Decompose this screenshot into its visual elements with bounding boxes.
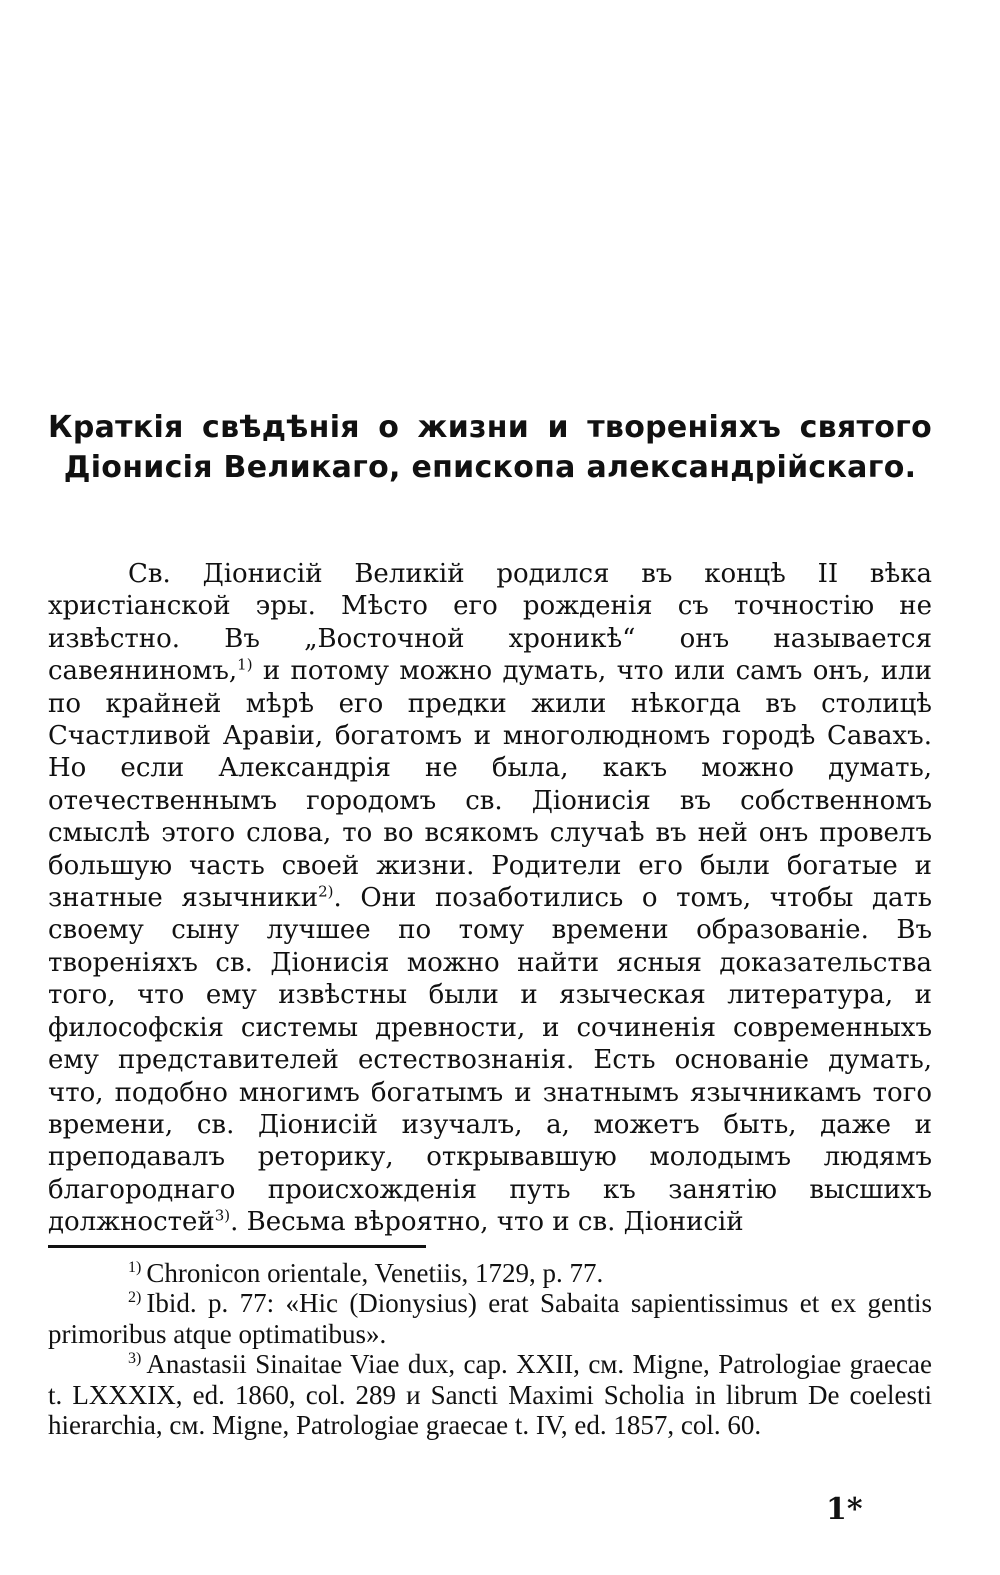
footnote-mark: 1) [128,1259,142,1276]
footnote-mark: 2) [128,1289,142,1307]
footnote-ref-3: 3) [214,1206,231,1225]
body-text-part-4: . Весьма вѣроятно, что и св. Діонисій [230,1207,744,1238]
footnote-divider [48,1245,426,1248]
footnote-ref-1: 1) [237,655,253,674]
footnote-ref-2: 2) [318,882,334,901]
footnote-2 [48,1288,932,1349]
body-paragraph [48,558,932,1239]
footnotes [48,1258,932,1440]
body-text-part-3: . Они позаботились о томъ, чтобы дать своему сыну лучшее по тому времени образованіе. Въ твореніяхъ св. Діонисія можно найти ясныя доказательства того, что ему извѣстны были и языческая литература, и философскія системы древности, и сочиненія современныхъ ему представителей естествознанія. Есть основаніе думать, что, подобно многимъ богатымъ и знатнымъ язычникамъ того времени, св. Діонисій изучалъ, а, можетъ быть, даже и преподавалъ реторику, открывавшую молодымъ людямъ благороднаго происхожденія путь къ занятію высшихъ должностей [48,883,932,1238]
page-number: 1* [826,1492,863,1527]
chapter-title: Краткія свѣдѣнія о жизни и твореніяхъ святого Діонисія Великаго, епископа александрійскаго. [48,410,932,485]
footnote-1 [48,1258,932,1288]
body-text-part-2: и потому можно думать, что или самъ онъ, или по крайней мѣрѣ его предки жили нѣкогда въ столицѣ Счастливой Аравіи, богатомъ и многолюдномъ городѣ Савахъ. Но если Александрія не была, какъ можно думать, отечественнымъ городомъ св. Діонисія въ собственномъ смыслѣ этого слова, то во всякомъ случаѣ въ ней онъ провелъ большую часть своей жизни. Родители его были богатые и знатные язычники [48,656,932,914]
footnote-text: Chronicon orientale, Venetiis, 1729, p. 77. [146,1258,604,1288]
footnote-mark: 3) [128,1350,142,1368]
footnote-3 [48,1349,932,1440]
body-text-part-1: Св. Діонисій Великій родился въ концѣ II вѣка христіанской эры. Мѣсто его рожденія съ точностію не извѣстно. Въ „Восточной хроникѣ“ онъ называется савеяниномъ, [48,559,932,687]
footnote-text: Ibid. p. 77: «Hic (Dionysius) erat Sabaita sapientissimus et ex gentis primoribus atque optimatibus». [48,1288,932,1349]
footnote-text: Anastasii Sinaitae Viae dux, cap. XXII, см. Migne, Patrologiae graecae t. LXXXIX, ed. 1860, col. 289 и Sancti Maximi Scholia in librum De coelesti hierarchia, см. Migne, Patrologiae graecae t. IV, ed. 1857, col. 60. [48,1349,932,1441]
